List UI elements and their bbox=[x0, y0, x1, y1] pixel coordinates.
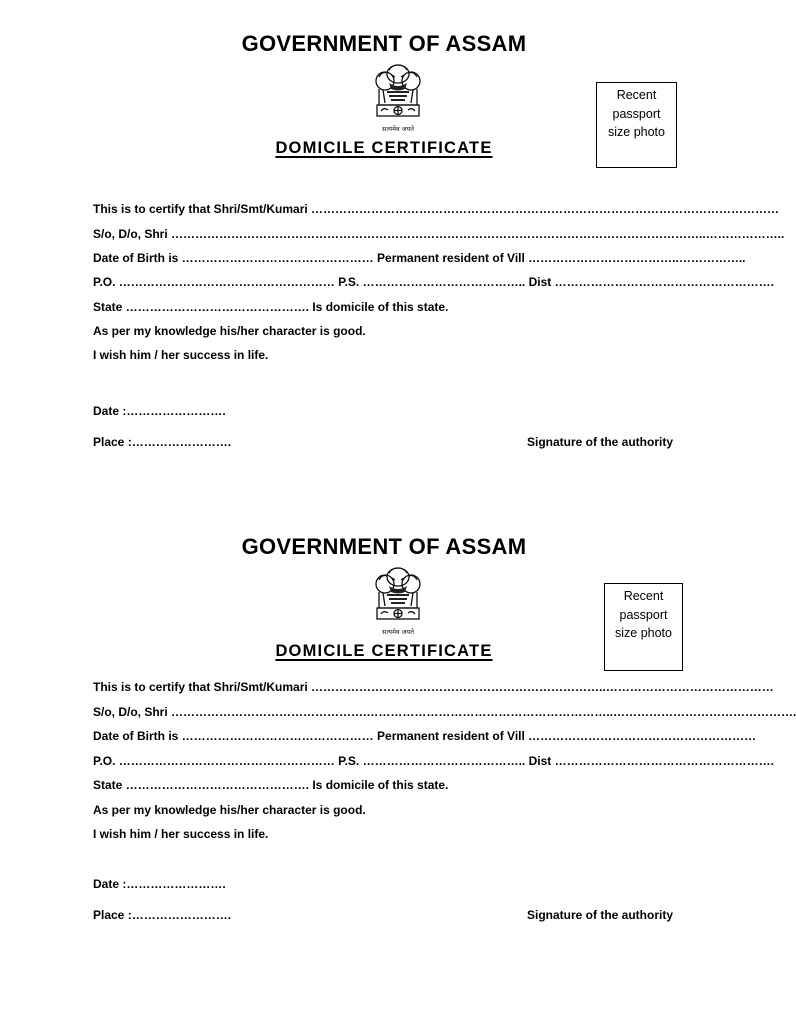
state-domicile-line: State ………………………………………. Is domicile of this state. bbox=[93, 778, 449, 792]
place-field: Place :……………………. bbox=[93, 435, 232, 449]
character-line: As per my knowledge his/her character is good. bbox=[93, 324, 366, 338]
certify-name-line: This is to certify that Shri/Smt/Kumari ……………………………………………………………………………………………………… bbox=[93, 202, 780, 216]
national-emblem-icon bbox=[367, 564, 429, 640]
signature-label: Signature of the authority bbox=[526, 435, 673, 449]
passport-photo-box bbox=[596, 82, 677, 168]
character-line: As per my knowledge his/her character is good. bbox=[93, 803, 366, 817]
dob-residence-line: Date of Birth is ………………………………………… Permanent resident of Vill ………………………………..…………….. bbox=[93, 251, 746, 265]
emblem-motto: सत्यमेव जयते bbox=[382, 628, 414, 636]
po-ps-dist-line: P.O. ……………………………………………… P.S. ………………………………….. Dist ………………………………………………. bbox=[93, 275, 774, 289]
place-field: Place :……………………. bbox=[93, 908, 232, 922]
photo-box-line-3: size photo bbox=[608, 125, 665, 139]
po-ps-dist-line: P.O. ……………………………………………… P.S. ………………………………….. Dist ………………………………………………. bbox=[93, 754, 774, 768]
photo-box-line-2: passport bbox=[612, 106, 661, 121]
certificate-title: DOMICILE CERTIFICATE bbox=[275, 139, 493, 157]
passport-photo-box bbox=[604, 583, 683, 671]
date-field: Date :……………………. bbox=[93, 404, 226, 418]
certify-name-line: This is to certify that Shri/Smt/Kumari ………………………………………………………………..…………………………………… bbox=[93, 680, 774, 694]
government-title: GOVERNMENT OF ASSAM bbox=[241, 31, 527, 56]
national-emblem-icon bbox=[367, 61, 429, 137]
certificate-title: DOMICILE CERTIFICATE bbox=[275, 642, 493, 660]
emblem-motto: सत्यमेव जयते bbox=[382, 125, 414, 133]
dob-residence-line: Date of Birth is ………………………………………… Permanent resident of Vill ………………………………………………… bbox=[93, 729, 757, 743]
state-domicile-line: State ………………………………………. Is domicile of this state. bbox=[93, 300, 449, 314]
wish-line: I wish him / her success in life. bbox=[93, 827, 269, 841]
photo-box-line-1: Recent bbox=[623, 589, 664, 603]
photo-box-line-1: Recent bbox=[616, 88, 657, 102]
photo-box-line-2: passport bbox=[619, 607, 668, 622]
signature-label: Signature of the authority bbox=[526, 908, 673, 922]
photo-box-line-3: size photo bbox=[615, 626, 672, 640]
date-field: Date :……………………. bbox=[93, 877, 226, 891]
government-title: GOVERNMENT OF ASSAM bbox=[241, 534, 527, 559]
wish-line: I wish him / her success in life. bbox=[93, 348, 269, 362]
parent-name-line: S/o, D/o, Shri ……………………………………………………………………………………………………………………..……………….. bbox=[93, 227, 785, 241]
parent-name-line: S/o, D/o, Shri ………………………………………….……………………………………………………..………………………………………. bbox=[93, 705, 796, 719]
